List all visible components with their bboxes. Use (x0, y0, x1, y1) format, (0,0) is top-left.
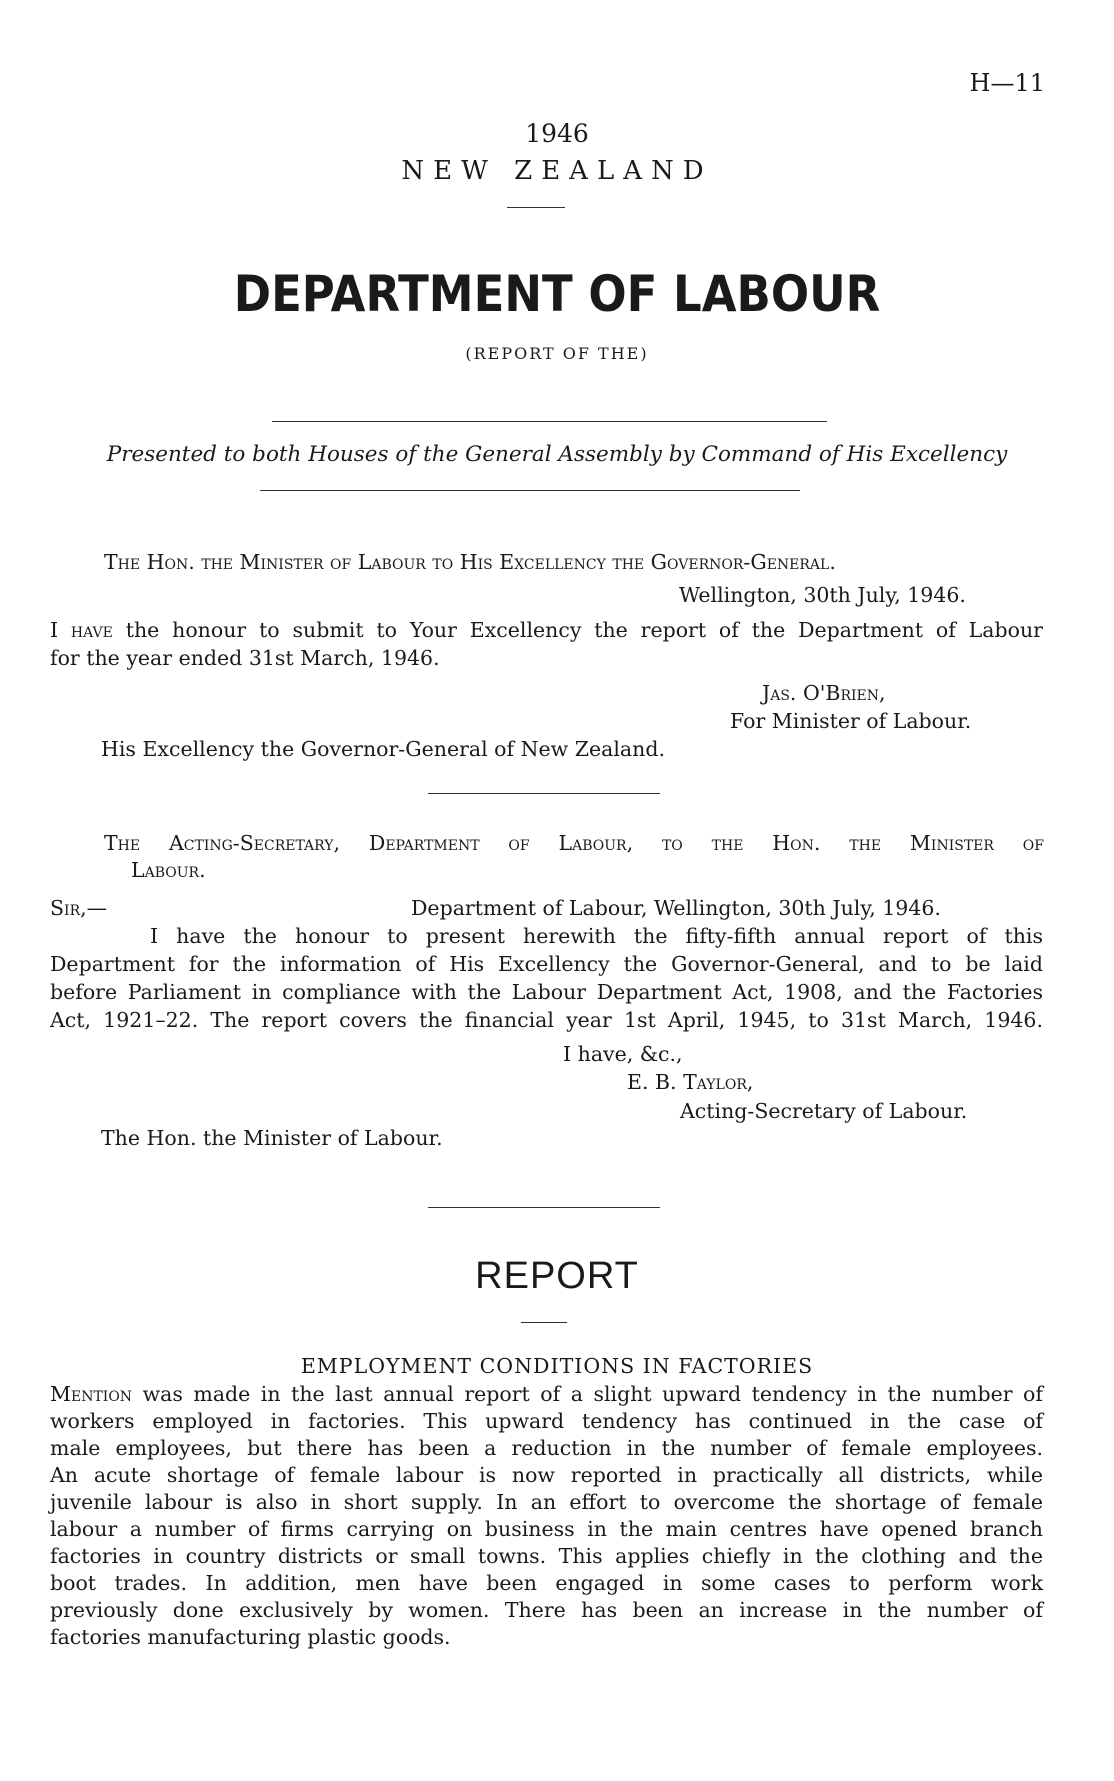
letter1-lead-words: I have (50, 618, 113, 642)
letter2-body-line-2: Department for the information of His Excellency the Governor-General, and to be laid (50, 952, 1043, 976)
report-heading: REPORT (475, 1255, 639, 1297)
report-body-line-6: labour a number of firms carrying on business in the main centres have opened branch (50, 1517, 1043, 1541)
letter2-place-date: Department of Labour, Wellington, 30th July, 1946. (411, 896, 941, 920)
letter2-address-line-2: Labour. (131, 858, 206, 882)
report-body-line-8: boot trades. In addition, men have been engaged in some cases to perform work (50, 1571, 1043, 1595)
letter2-signature-role: Acting-Secretary of Labour. (680, 1099, 968, 1123)
letter1-body-line-2: for the year ended 31st March, 1946. (50, 646, 440, 670)
header-divider-short (507, 207, 565, 208)
report-body-line-3: male employees, but there has been a reduction in the number of female employees. (50, 1436, 1043, 1460)
header-divider-2 (260, 490, 800, 491)
letter1-recipient: His Excellency the Governor-General of New Zealand. (101, 737, 665, 761)
report-first-line-rest: was made in the last annual report of a slight upward tendency in the number of (142, 1382, 1043, 1406)
letter2-closing: I have, &c., (563, 1042, 683, 1066)
header-divider-1 (272, 421, 827, 422)
report-body-line-7: factories in country districts or small towns. This applies chiefly in the clothing and the (50, 1544, 1043, 1568)
page-reference: H—11 (969, 69, 1045, 97)
letter1-address: The Hon. the Minister of Labour to His Excellency the Governor-General. (104, 550, 836, 574)
letter1-place-date: Wellington, 30th July, 1946. (679, 583, 966, 607)
letter-divider (428, 793, 660, 794)
report-body-line-2: workers employed in factories. This upward tendency has continued in the case of (50, 1409, 1043, 1433)
letter2-address-line-1: The Acting-Secretary, Department of Labour, to the Hon. the Minister of (104, 831, 1044, 855)
letter1-signature: Jas. O'Brien, (762, 681, 886, 705)
report-divider (428, 1207, 660, 1208)
letter2-body-line-3: before Parliament in compliance with the Labour Department Act, 1908, and the Factories (50, 980, 1043, 1004)
report-body-line-4: An acute shortage of female labour is now reported in practically all districts, while (50, 1463, 1043, 1487)
presented-line: Presented to both Houses of the General Assembly by Command of His Excellency (106, 442, 1008, 467)
letter2-body-line-1: I have the honour to present herewith the fifty-fifth annual report of this (150, 924, 1043, 948)
letter1-body-text-1: the honour to submit to Your Excellency the report of the Department of Labour (112, 618, 1043, 642)
report-lead-word: Mention (50, 1382, 133, 1406)
letter1-body-line-1 (50, 616, 1043, 644)
letter2-recipient: The Hon. the Minister of Labour. (101, 1126, 443, 1150)
report-divider-short (521, 1322, 567, 1323)
page-title: DEPARTMENT OF LABOUR (233, 265, 881, 323)
page-subtitle: (REPORT OF THE) (465, 344, 649, 363)
letter2-salutation: Sir,— (50, 896, 108, 920)
report-body-line-1 (50, 1380, 1043, 1408)
country-name: NEW ZEALAND (401, 156, 713, 186)
letter2-signature: E. B. Taylor, (627, 1070, 754, 1094)
letter2-body-line-4: Act, 1921–22. The report covers the financial year 1st April, 1945, to 31st March, 1946. (50, 1008, 1043, 1032)
report-body-line-10: factories manufacturing plastic goods. (50, 1625, 451, 1649)
letter1-signature-role: For Minister of Labour. (730, 709, 972, 733)
report-body-line-9: previously done exclusively by women. There has been an increase in the number of (50, 1598, 1043, 1622)
report-body-line-5: juvenile labour is also in short supply. In an effort to overcome the shortage of female (50, 1490, 1043, 1514)
section-heading: EMPLOYMENT CONDITIONS IN FACTORIES (300, 1354, 814, 1378)
report-year: 1946 (525, 119, 589, 148)
